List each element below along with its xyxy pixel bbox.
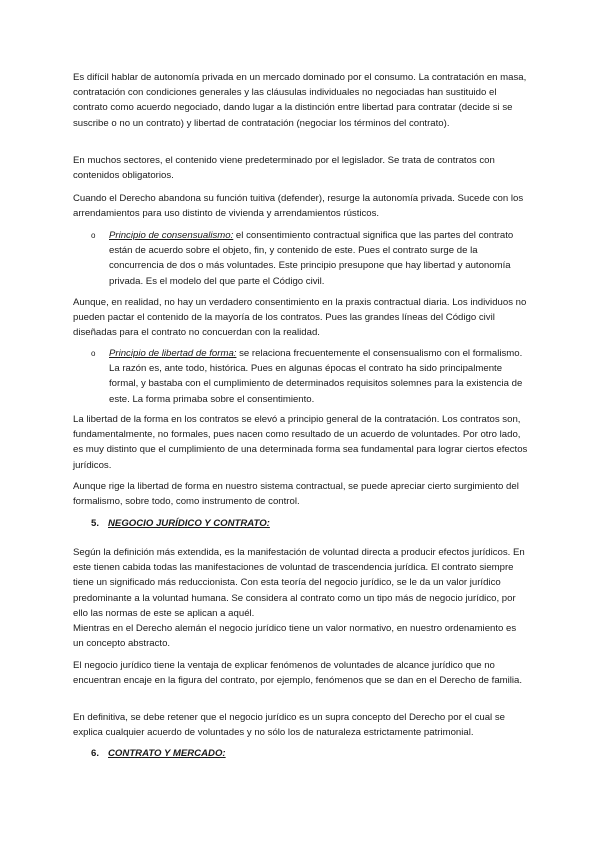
bullet-freedom-of-form-body: se relaciona frecuentemente el consensualismo con el formalismo. La razón es, ante todo, histórica. Pues en algunas épocas el contrato ha sido principalmente formal, y bastaba con el cumplimiento de determinados requisitos solemnes para la existencia de este. La forma primaba sobre el consentimiento.	[109, 348, 523, 405]
section-heading-6	[91, 746, 521, 761]
section-number: 6.	[91, 748, 100, 759]
bullet-consensualism-text	[109, 228, 529, 289]
section-number: 5.	[91, 518, 100, 529]
paragraph-private-autonomy: Cuando el Derecho abandona su función tuitiva (defender), resurge la autonomía privada. Sucede con los arrendamientos para uso distinto de vivienda y arrendamientos rústicos.	[73, 193, 524, 220]
paragraph-formalism: Aunque rige la libertad de forma en nuestro sistema contractual, se puede apreciar cierto surgimiento del formalismo, sobre todo, como instrumento de control.	[73, 481, 519, 508]
section-title: NEGOCIO JURÍDICO Y CONTRATO:	[108, 518, 270, 529]
paragraph-legal-transaction-definition: Según la definición más extendida, es la manifestación de voluntad directa a producir efectos jurídicos. En este tienen cabida todas las manifestaciones de voluntad de trascendencia jurídica. El contrato siempre tiene un significado más reduccionista. Con esta teoría del negocio jurídico, se le da un valor jurídico predominante a la voluntad humana. Se considera al contrato como un tipo más de negocio jurídico, por ello las normas de este se aplican a aquél.	[73, 547, 525, 619]
section-heading-5	[91, 516, 521, 531]
paragraph-advantages: El negocio jurídico tiene la ventaja de explicar fenómenos de voluntades de alcance jurídico que no encuentran encaje en la figura del contrato, por ejemplo, fenómenos que se dan en el Derecho de familia.	[73, 660, 523, 687]
paragraph-consent-praxis: Aunque, en realidad, no hay un verdadero consentimiento en la praxis contractual diaria. Los individuos no pueden pactar el contenido de la mayoría de los contratos. Pues las grandes líneas del Código civil diseñadas para el contrato no concuerdan con la realidad.	[73, 297, 527, 339]
paragraph-mass-contracting: Es difícil hablar de autonomía privada en un mercado dominado por el consumo. La contratación en masa, contratación con condiciones generales y las cláusulas individuales no negociadas han sustituido el contrato como acuerdo negociado, dando lugar a la distinción entre libertad para contratar (decide si se suscribe o no un contrato) y libertad de contratación (negociar los términos del contrato).	[73, 72, 527, 129]
bullet-consensualism-body: el consentimiento contractual significa que las partes del contrato están de acuerdo sobre el objeto, fin, y contenido de este. Pues el contrato surge de la concurrencia de dos o más voluntades. Este principio presupone que hay libertad y autonomía privada. Es el modelo del que parte el Código civil.	[109, 230, 514, 287]
paragraph-form-principle: La libertad de la forma en los contratos se elevó a principio general de la contratación. Los contratos son, fundamentalmente, no formales, pues nacen como resultado de un acuerdo de voluntades. Por otro lado, es muy distinto que el cumplimiento de una determinada forma sea fundamental para lograr ciertos efectos jurídicos.	[73, 414, 528, 471]
term-freedom-of-form: Principio de libertad de forma:	[109, 348, 237, 359]
paragraph-german-law: Mientras en el Derecho alemán el negocio jurídico tiene un valor normativo, en nuestro ordenamiento es un concepto abstracto.	[73, 623, 517, 650]
paragraph-mandatory-content: En muchos sectores, el contenido viene predeterminado por el legislador. Se trata de contratos con contenidos obligatorios.	[73, 155, 495, 182]
bullet-marker: o	[91, 231, 96, 240]
bullet-marker: o	[91, 349, 96, 358]
section-title: CONTRATO Y MERCADO:	[108, 748, 226, 759]
term-consensualism: Principio de consensualismo:	[109, 230, 234, 241]
bullet-freedom-of-form-text	[109, 346, 529, 407]
paragraph-conclusion: En definitiva, se debe retener que el negocio jurídico es un supra concepto del Derecho por el cual se explica cualquier acuerdo de voluntades y no sólo los de naturaleza estrictamente patrimonial.	[73, 712, 505, 739]
